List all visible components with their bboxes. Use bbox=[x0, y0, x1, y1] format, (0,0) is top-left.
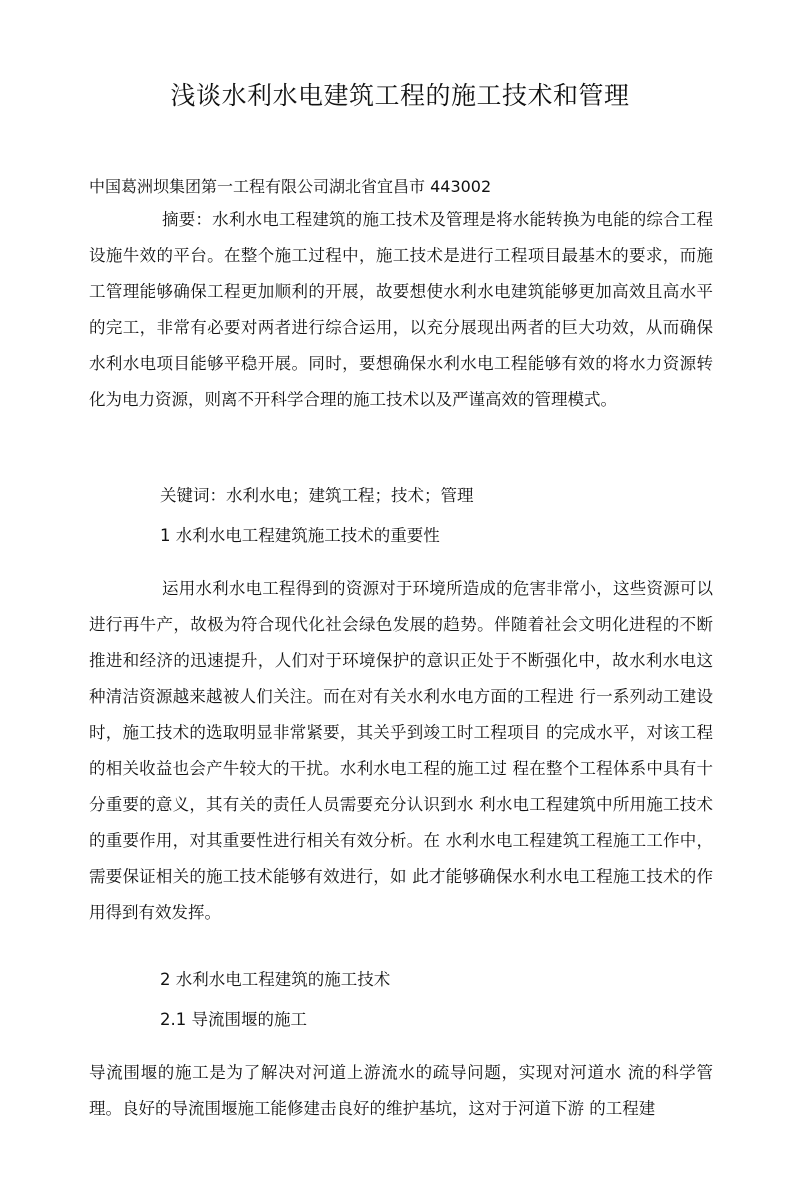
section-1-heading: 1 水利水电工程建筑施工技术的重要性 bbox=[160, 526, 440, 545]
section-2-1-heading: 2.1 导流围堰的施工 bbox=[160, 1010, 307, 1029]
section-2-heading: 2 水利水电工程建筑的施工技术 bbox=[160, 970, 391, 989]
section-2-1-body: 导流围堰的施工是为了解决对河道上游流水的疏导问题，实现对河道水 流的科学管理。良好的导流围堰施工能修建击良好的维护基坑，这对于河道下游 的工程建 bbox=[89, 1063, 713, 1118]
abstract-paragraph: 摘要：水利水电工程建筑的施工技术及管理是将水能转换为电能的综合工程设施牛效的平台。在整个施工过程中，施工技术是进行工程项目最基木的要求，而施工管理能够确保工程更加顺利的开展，故要想使水利水电建筑能够更加高效且高水平的完工，非常有必要对两者进行综合运用，以充分展现出两者的巨大功效，从而确保水利水电项目能够平稳开展。同时，要想确保水利水电工程能够有效的将水力资源转化为电力资源，则离不开科学合理的施工技术以及严谨高效的管理模式。 bbox=[89, 210, 713, 409]
author-affiliation: 中国葛洲坝集团第一工程有限公司湖北省宜昌市 443002 bbox=[89, 177, 492, 196]
section-1-body: 运用水利水电工程得到的资源对于环境所造成的危害非常小，这些资源可以进行再牛产，故极为符合现代化社会绿色发展的趋势。伴随着社会文明化进程的不断推进和经济的迅速提升，人们对于环境保护的意识正处于不断强化中，故水利水电这种清洁资源越来越被人们关注。而在对有关水利水电方面的工程进 行一系列动工建设时，施工技术的选取明显非常紧要，其关乎到竣工时工程项目 的完成水平，对该工程的相关收益也会产牛较大的干扰。水利水电工程的施工过 程在整个工程体系中具有十分重要的意义，其有关的责任人员需要充分认识到水 利水电工程建筑中所用施工技术的重要作用，对其重要性进行相关有效分析。在 水利水电工程建筑工程施工工作中，需要保证相关的施工技术能够有效进行，如 此才能够确保水利水电工程施工技术的作用得到有效发挥。 bbox=[89, 579, 713, 922]
paper-title: 浅谈水利水电建筑工程的施工技术和管理 bbox=[170, 81, 630, 110]
keywords-line: 关键词：水利水电；建筑工程；技术；管理 bbox=[160, 486, 474, 505]
